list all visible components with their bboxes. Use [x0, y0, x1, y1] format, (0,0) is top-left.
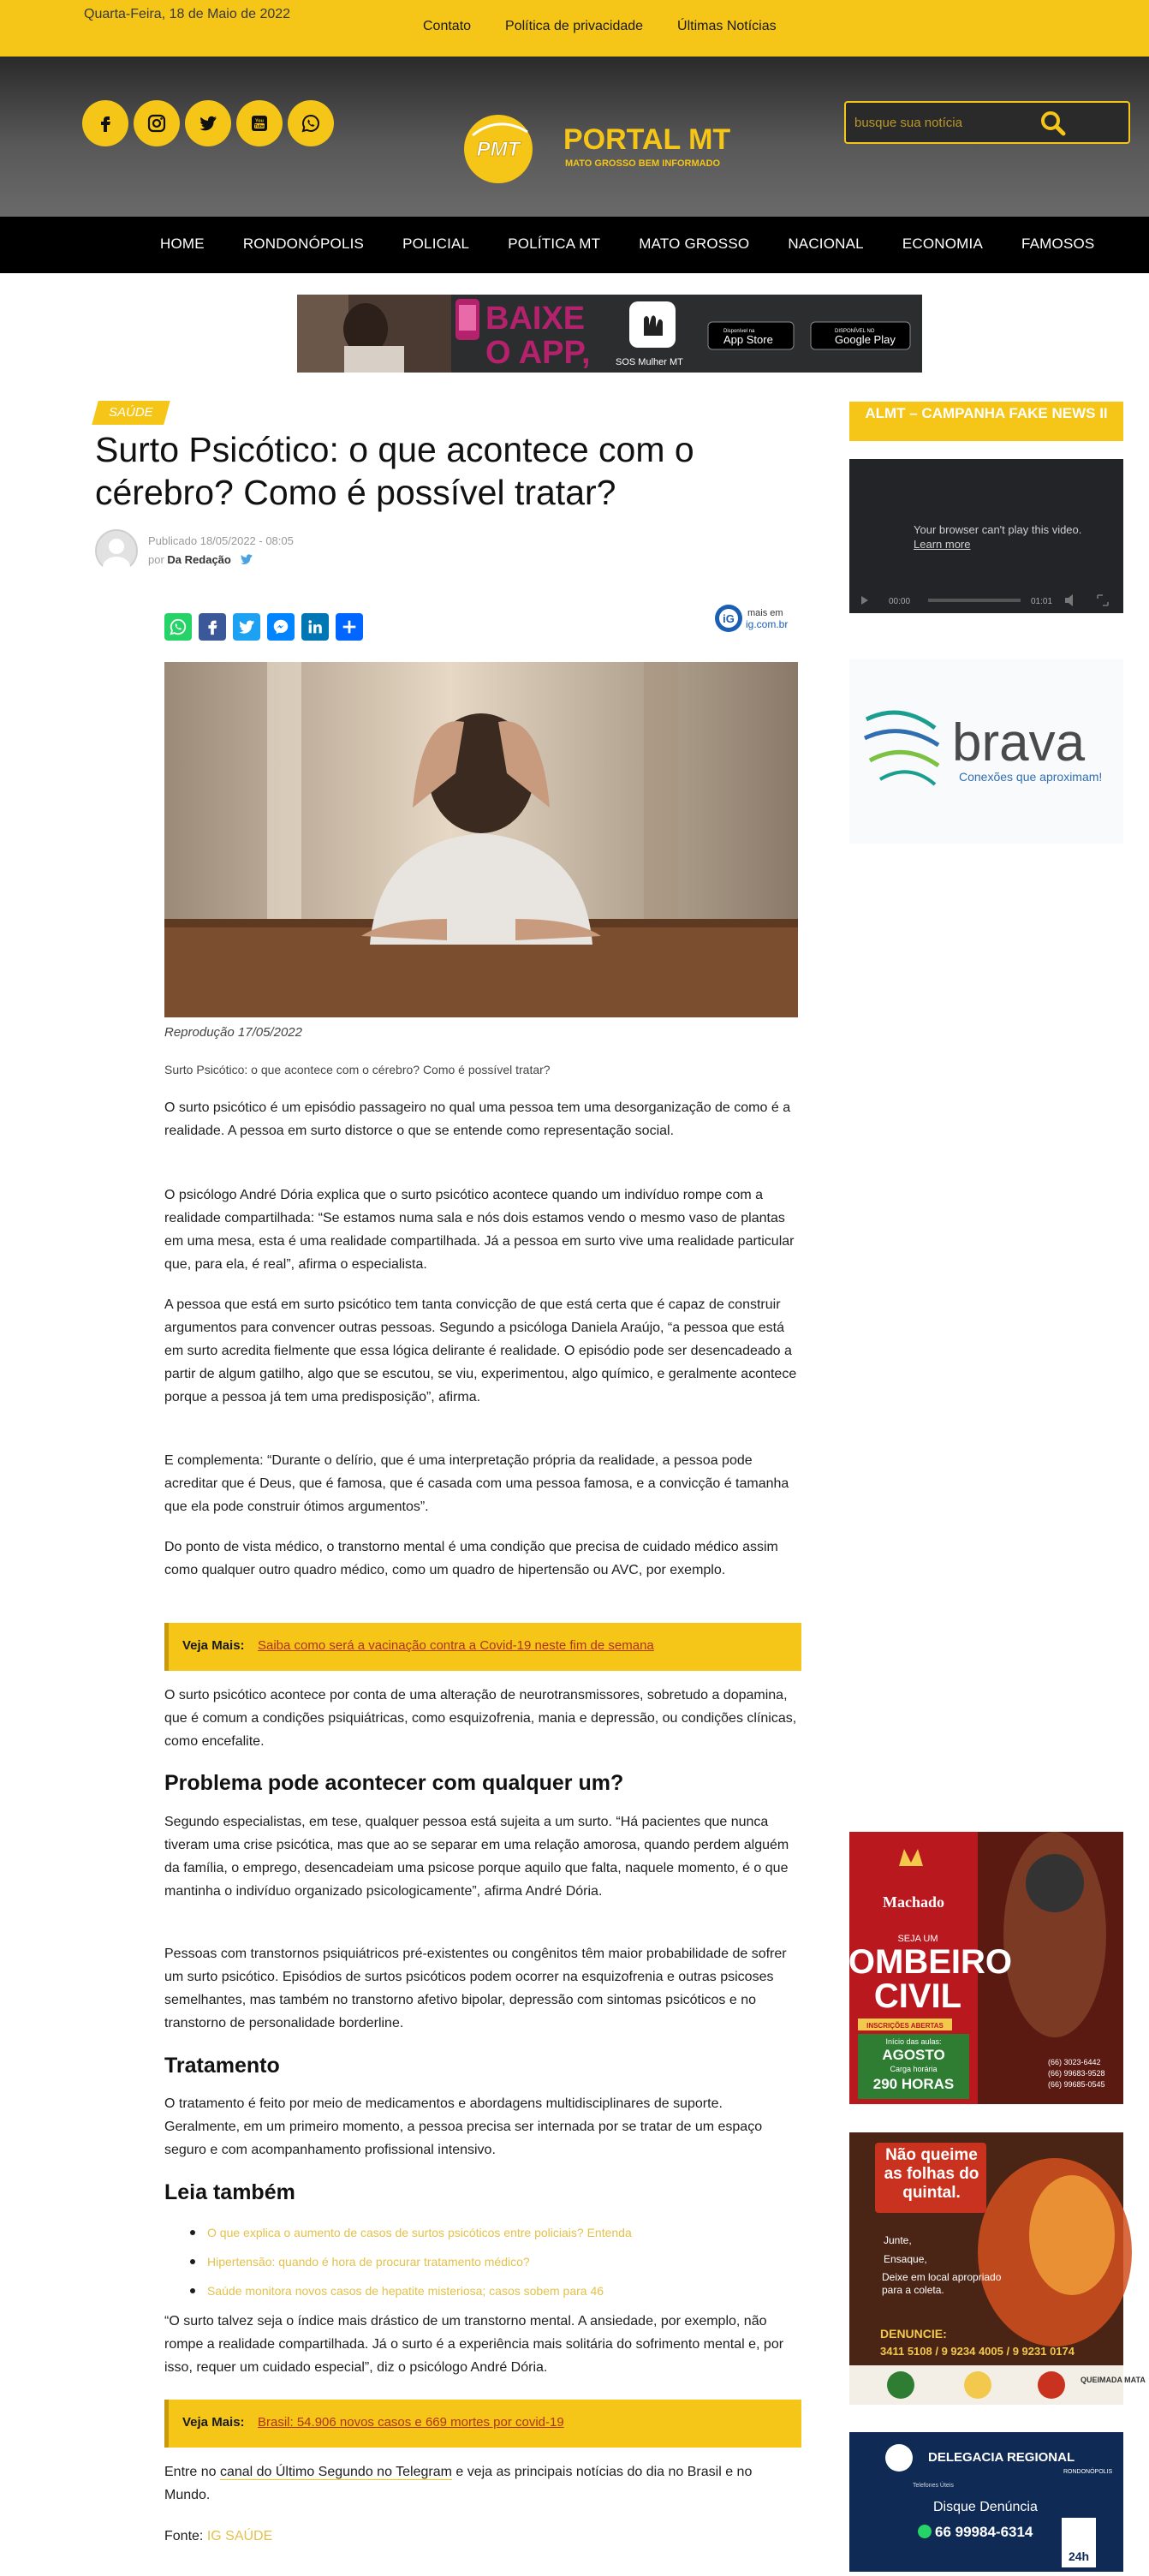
- paragraph-4: E complementa: “Durante o delírio, que é uma interpretação própria da realidade, a pessoa pode acreditar que é Deus, que é famosa, que é casada com uma pessoa famosa, e a convicção é tamanha que ela pode construir ótimos argumentos”.: [164, 1453, 789, 1514]
- ig-domain-text: ig.com.br: [746, 618, 789, 630]
- article-title: Surto Psicótico: o que acontece com o cérebro? Como é possível tratar?: [95, 430, 694, 512]
- svg-text:You: You: [255, 118, 264, 124]
- campaign-video-player[interactable]: [849, 459, 1123, 613]
- ad1-phone-2: (66) 99683-9528: [1048, 2069, 1105, 2078]
- nav-item-nacional[interactable]: NACIONAL: [788, 236, 864, 252]
- nav-item-home[interactable]: HOME: [160, 236, 205, 252]
- ad3-tel: Telefones Úteis: [913, 2483, 954, 2489]
- delegacia-ad[interactable]: [849, 2432, 1123, 2572]
- related-links-list: [187, 2218, 632, 2305]
- paragraph-9: O tratamento é feito por meio de medicamentos e abordagens multidisciplinares de suporte. Geralmente, em um primeiro momento, a pessoa precisa ser internada por se tratar de um espaço seguro e com acompanhamento profissional intensivo.: [164, 2096, 763, 2157]
- ad2-bullet-2: Ensaque,: [884, 2253, 927, 2265]
- related-link-1[interactable]: O que explica o aumento de casos de surtos psicóticos entre policiais? Entenda: [187, 2218, 632, 2247]
- category-badge[interactable]: [92, 401, 170, 425]
- telegram-post: e veja as principais notícias do dia no Brasil e no Mundo.: [164, 2465, 753, 2502]
- telegram-pre: Entre no: [164, 2465, 217, 2479]
- social-links: [82, 100, 334, 146]
- related-link-3[interactable]: Saúde monitora novos casos de hepatite misteriosa; casos sobem para 46: [187, 2276, 632, 2305]
- ad2-tag: QUEIMADA MATA: [1081, 2376, 1146, 2384]
- share-buttons: [164, 613, 363, 641]
- whatsapp-icon[interactable]: [288, 100, 334, 146]
- logo-title: PORTAL MT: [563, 123, 731, 156]
- search-icon[interactable]: [1038, 108, 1069, 139]
- nav-item-policial[interactable]: POLICIAL: [402, 236, 470, 252]
- google-play-label: Google Play: [835, 333, 896, 346]
- paragraph-1: O surto psicótico é um episódio passageiro no qual uma pessoa tem uma desorganização de como é a realidade. A pessoa em surto distorce o que se entende como representação social.: [164, 1100, 791, 1138]
- paragraph-3: A pessoa que está em surto psicótico tem tanta convicção de que está certa que é capaz de construir argumentos para convencer outras pessoas. Segundo a psicóloga Daniela Araújo, “a pessoa que está em surto acredita fielmente que essa lógica delirante é realidade. O episódio pode ser desencadeado a partir de algum gatilho, algo que se escutou, se viu, experimentou, algo químico, e geralmente acontece porque a pessoa já tem uma predisposição”, afirma.: [164, 1297, 797, 1404]
- twitter-icon[interactable]: [185, 100, 231, 146]
- ad3-title: DELEGACIA REGIONAL: [928, 2450, 1075, 2465]
- paragraph-5: Do ponto de vista médico, o transtorno mental é uma condição que precisa de cuidado médico assim como qualquer outro quadro médico, como um quadro de hipertensão ou AVC, por exemplo.: [164, 1540, 778, 1577]
- veja-mais-box-2: [164, 2400, 801, 2448]
- svg-text:iG: iG: [723, 612, 735, 625]
- paragraph-6: O surto psicótico acontece por conta de uma alteração de neurotransmissores, sobretudo a dopamina, que é comum a condições psiquiátricas, como esquizofrenia, mania e depressão, ou condições clínicas, como encefalite.: [164, 1688, 797, 1749]
- paragraph-2: O psicólogo André Dória explica que o surto psicótico acontece quando um indivíduo rompe com a realidade compartilhada: “Se estamos numa sala e nós dois estamos vendo o mesmo vaso de plantas em uma mesa, esta é uma realidade compartilhada. Já a pessoa em surto vive uma realidade particular que, para ela, é real”, afirma o especialista.: [164, 1188, 795, 1272]
- photo-caption: Reprodução 17/05/2022: [164, 1025, 302, 1040]
- category-label: SAÚDE: [109, 405, 153, 420]
- veja-mais-box-1: [164, 1623, 801, 1671]
- brava-tagline: Conexões que aproximam!: [959, 770, 1103, 784]
- ad2-denuncie: DENUNCIE:: [880, 2327, 947, 2340]
- share-twitter-icon[interactable]: [233, 613, 260, 641]
- ad1-phone-1: (66) 3023-6442: [1048, 2058, 1101, 2066]
- youtube-icon[interactable]: [236, 100, 283, 146]
- source-line: [164, 2525, 798, 2548]
- author-twitter-icon[interactable]: [241, 554, 253, 564]
- bombeiro-civil-ad[interactable]: [824, 1832, 1123, 2104]
- author-prefix: por: [148, 553, 164, 566]
- ad2-bullet-1: Junte,: [884, 2234, 912, 2246]
- ad2-phones: 3411 5108 / 9 9234 4005 / 9 9231 0174: [880, 2345, 1075, 2358]
- paragraph-11: [164, 2460, 798, 2507]
- brava-ad[interactable]: [849, 659, 1123, 844]
- article-subtitle: Surto Psicótico: o que acontece com o cérebro? Como é possível tratar?: [164, 1063, 551, 1076]
- share-whatsapp-icon[interactable]: [164, 613, 192, 641]
- ig-small-text: mais em: [747, 608, 783, 618]
- video-progress-bar[interactable]: [928, 599, 1021, 602]
- paragraph-10: “O surto talvez seja o índice mais drástico de um transtorno mental. A ansiedade, por exemplo, não rompe a realidade compartilhada. Já o surto é a experiência mais solitária do sofrimento mental e, por isso, requer um cuidado especial”, diz o psicólogo André Dória.: [164, 2314, 784, 2375]
- current-date: Quarta-Feira, 18 de Maio de 2022: [84, 7, 291, 21]
- veja-mais-link-1[interactable]: Saiba como será a vacinação contra a Covid-19 neste fim de semana: [258, 1638, 654, 1653]
- fullscreen-icon[interactable]: [1098, 595, 1108, 605]
- top-link-latest-news[interactable]: Últimas Notícias: [677, 19, 777, 33]
- banner-headline-1: BAIXE: [485, 301, 586, 337]
- video-total-time: 01:01: [1031, 597, 1053, 606]
- ad1-hours: 290 HORAS: [872, 2076, 955, 2092]
- logo-badge: PMT: [476, 138, 521, 161]
- site-logo[interactable]: [462, 106, 745, 195]
- nav-item-rondonopolis[interactable]: RONDONÓPOLIS: [242, 236, 365, 252]
- volume-icon[interactable]: [1065, 594, 1073, 606]
- paragraph-7: Segundo especialistas, em tese, qualquer pessoa está sujeita a um surto. “Há pacientes que nunca tiveram uma crise psicótica, mas que ao se separar em uma relação amorosa, quando perdem alguém da família, o emprego, desencadeiam uma psicose porque aquilo que falta, naquele momento, é o que mantinha o indivíduo organizado psicologicamente”, afirma André Dória.: [164, 1815, 789, 1899]
- top-link-privacy[interactable]: Política de privacidade: [505, 19, 644, 33]
- paragraph-8: Pessoas com transtornos psiquiátricos pré-existentes ou congênitos têm maior probabilidade de sofrer um surto psicótico. Episódios de surtos psicóticos podem ocorrer na esquizofrenia e outras psicoses semelhantes, mas também no transtorno afetivo bipolar, depressão com sintomas psicóticos e no transtorno de personalidade borderline.: [164, 1947, 787, 2030]
- veja-mais-link-2[interactable]: Brasil: 54.906 novos casos e 669 mortes por covid-19: [258, 2415, 564, 2430]
- nav-item-famosos[interactable]: FAMOSOS: [1021, 236, 1095, 252]
- main-nav: [0, 217, 1149, 273]
- search-box: [844, 101, 1130, 144]
- ad1-phone-3: (66) 99685-0545: [1048, 2080, 1105, 2089]
- search-input[interactable]: [854, 112, 1026, 133]
- share-messenger-icon[interactable]: [267, 613, 295, 641]
- site-header: [0, 57, 1149, 217]
- share-more-icon[interactable]: [336, 613, 363, 641]
- ad1-seja: SEJA UM: [897, 1934, 938, 1944]
- ad1-month: AGOSTO: [882, 2047, 945, 2063]
- section-heading-problema: Problema pode acontecer com qualquer um?: [164, 1771, 624, 1795]
- telegram-channel-link[interactable]: canal do Último Segundo no Telegram: [219, 2465, 452, 2479]
- ad3-phone: 66 99984-6314: [935, 2524, 1033, 2540]
- google-play-small: DISPONÍVEL NO: [835, 329, 875, 334]
- ad2-bullet-3: Deixe em local apropriado para a coleta.: [882, 2271, 1002, 2296]
- queimada-ad[interactable]: [849, 2132, 1146, 2405]
- ad3-sub: RONDONÓPOLIS: [1063, 2469, 1113, 2475]
- app-store-small: Disponível na: [723, 329, 755, 334]
- author-meta: [95, 528, 438, 572]
- logo-tagline: MATO GROSSO BEM INFORMADO: [565, 158, 721, 169]
- author-name[interactable]: Da Redação: [167, 553, 231, 566]
- svg-text:Tube: Tube: [254, 123, 265, 129]
- ad2-title: Não queime as folhas do quintal.: [884, 2146, 979, 2202]
- banner-headline-2: O APP,: [485, 335, 591, 371]
- avatar: [95, 529, 138, 572]
- ad1-title-2: CIVIL: [873, 1977, 962, 2015]
- video-learn-more-link[interactable]: Learn more: [914, 538, 971, 551]
- video-error-text: Your browser can't play this video.: [914, 523, 1082, 536]
- author-line: [148, 553, 253, 566]
- source-label: Fonte:: [164, 2529, 204, 2543]
- instagram-icon[interactable]: [134, 100, 180, 146]
- top-banner-ad[interactable]: [297, 295, 922, 373]
- app-store-label: App Store: [723, 333, 773, 346]
- video-current-time: 00:00: [889, 597, 911, 606]
- source-link[interactable]: IG SAÚDE: [206, 2529, 273, 2543]
- nav-item-mato-grosso[interactable]: MATO GROSSO: [639, 236, 750, 252]
- section-heading-leia-tambem: Leia também: [164, 2180, 295, 2204]
- brava-name: brava: [952, 713, 1086, 772]
- ad1-brand: Machado: [883, 1893, 944, 1911]
- share-facebook-icon[interactable]: [199, 613, 226, 641]
- top-links: [423, 19, 777, 34]
- ad1-inicio: Início das aulas:: [885, 2037, 942, 2046]
- play-icon[interactable]: [861, 596, 868, 605]
- veja-mais-label: Veja Mais:: [182, 1638, 245, 1653]
- section-heading-tratamento: Tratamento: [164, 2054, 280, 2078]
- nav-item-politica-mt[interactable]: POLÍTICA MT: [508, 236, 601, 252]
- video-message: [914, 522, 1081, 552]
- sidebar-campaign-title: ALMT – CAMPANHA FAKE NEWS II: [849, 402, 1123, 441]
- facebook-icon[interactable]: [82, 100, 128, 146]
- ad1-inscricoes: INSCRIÇÕES ABERTAS: [866, 2022, 944, 2030]
- published-date: Publicado 18/05/2022 - 08:05: [148, 534, 294, 547]
- nav-item-economia[interactable]: ECONOMIA: [902, 236, 983, 252]
- top-link-contato[interactable]: Contato: [423, 19, 472, 33]
- ad3-24h: 24h: [1068, 2549, 1090, 2563]
- article-photo: [164, 662, 798, 1017]
- top-bar: [0, 0, 1149, 57]
- banner-app-name: SOS Mulher MT: [616, 357, 683, 367]
- share-linkedin-icon[interactable]: [301, 613, 329, 641]
- related-link-2[interactable]: Hipertensão: quando é hora de procurar tratamento médico?: [187, 2247, 632, 2276]
- ad3-disque: Disque Denúncia: [933, 2500, 1038, 2514]
- ig-partner-badge[interactable]: [713, 602, 799, 635]
- ad1-carga: Carga horária: [890, 2065, 938, 2073]
- ad1-title-1: BOMBEIRO: [824, 1943, 1012, 1981]
- veja-mais-label: Veja Mais:: [182, 2415, 245, 2430]
